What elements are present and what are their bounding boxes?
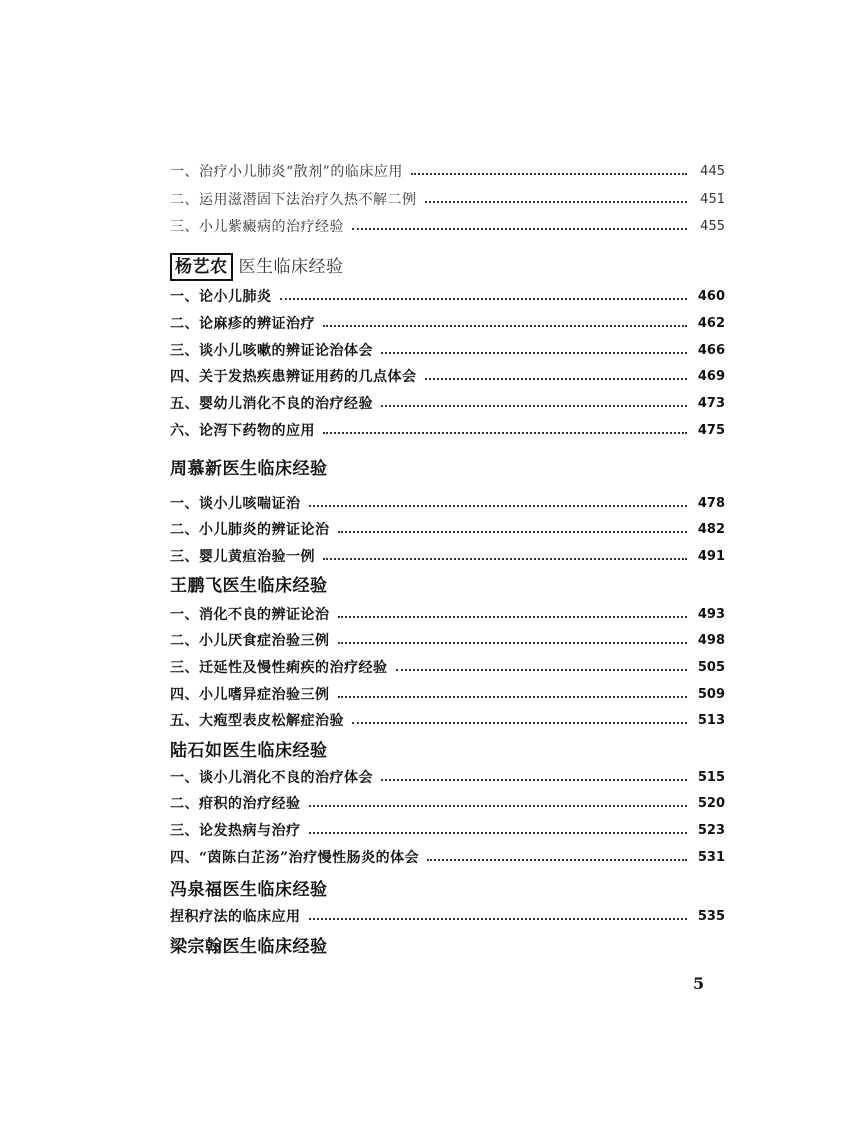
toc-entry-page: 462: [697, 316, 725, 331]
toc-entry[interactable]: [170, 491, 725, 517]
dot-leader: [338, 696, 688, 698]
toc-entry-page: 482: [697, 522, 725, 537]
toc-entry-page: 498: [697, 633, 725, 648]
toc-entry[interactable]: [170, 708, 725, 734]
toc-entry-title: 二、小儿厌食症治验三例: [170, 633, 330, 649]
section-heading: 王鹏飞医生临床经验: [170, 576, 328, 596]
toc-entry-title: 三、论发热病与治疗: [170, 823, 301, 839]
toc-entry-page: 515: [697, 770, 725, 785]
toc-entry[interactable]: [170, 364, 725, 390]
dot-leader: [323, 432, 687, 434]
toc-entry[interactable]: [170, 311, 725, 337]
toc-entry-page: 523: [697, 823, 725, 838]
toc-entry[interactable]: [170, 214, 725, 240]
section-heading: 梁宗翰医生临床经验: [170, 937, 328, 957]
dot-leader: [381, 779, 687, 781]
toc-entry[interactable]: [170, 628, 725, 654]
toc-entry-title: 捏积疗法的临床应用: [170, 909, 301, 925]
toc-entry-title: 一、消化不良的辨证论治: [170, 607, 330, 623]
dot-leader: [425, 378, 688, 380]
toc-entry-title: 四、“茵陈白芷汤”治疗慢性肠炎的体会: [170, 850, 420, 866]
dot-leader: [381, 352, 687, 354]
dot-leader: [280, 298, 688, 300]
toc-entry-page: 535: [697, 909, 725, 924]
dot-leader: [352, 228, 687, 230]
toc-entry[interactable]: [170, 765, 725, 791]
toc-entry-page: 466: [697, 343, 725, 358]
toc-entry[interactable]: [170, 845, 725, 871]
toc-entry-page: 475: [697, 423, 725, 438]
toc-entry-title: 一、谈小儿咳喘证治: [170, 496, 301, 512]
toc-entry-title: 三、迁延性及慢性痢疾的治疗经验: [170, 660, 388, 676]
toc-entry-page: 445: [700, 164, 725, 179]
toc-entry[interactable]: [170, 544, 725, 570]
toc-entry-page: 460: [697, 289, 725, 304]
toc-entry-title: 二、疳积的治疗经验: [170, 796, 301, 812]
page-number: 5: [693, 974, 705, 993]
toc-entry[interactable]: [170, 682, 725, 708]
toc-entry-title: 四、小儿嗜异症治验三例: [170, 687, 330, 703]
toc-entry[interactable]: [170, 391, 725, 417]
section-heading: [170, 252, 344, 282]
toc-entry[interactable]: [170, 159, 725, 185]
toc-entry[interactable]: [170, 655, 725, 681]
dot-leader: [352, 722, 687, 724]
dot-leader: [309, 805, 688, 807]
dot-leader: [338, 616, 688, 618]
section-heading: 周慕新医生临床经验: [170, 459, 328, 479]
section-heading: 冯泉福医生临床经验: [170, 880, 328, 900]
dot-leader: [309, 832, 688, 834]
toc-entry-title: 三、谈小儿咳嗽的辨证论治体会: [170, 343, 373, 359]
dot-leader: [323, 558, 687, 560]
toc-entry-page: 520: [697, 796, 725, 811]
toc-entry[interactable]: [170, 602, 725, 628]
toc-entry-page: 513: [697, 713, 725, 728]
dot-leader: [338, 531, 688, 533]
toc-entry-title: 五、大疱型表皮松解症治验: [170, 713, 344, 729]
toc-entry[interactable]: [170, 904, 725, 930]
toc-entry-page: 509: [697, 687, 725, 702]
dot-leader: [309, 505, 688, 507]
toc-entry-page: 505: [697, 660, 725, 675]
dot-leader: [411, 173, 687, 175]
dot-leader: [427, 859, 687, 861]
toc-entry[interactable]: [170, 187, 725, 213]
toc-entry-page: 451: [700, 192, 725, 207]
section-heading-text: 医生临床经验: [238, 257, 344, 277]
toc-entry-page: 531: [697, 850, 725, 865]
toc-entry-page: 469: [697, 369, 725, 384]
toc-entry-title: 六、论泻下药物的应用: [170, 423, 315, 439]
toc-entry-title: 二、论麻疹的辨证治疗: [170, 316, 315, 332]
toc-entry-page: 455: [700, 219, 725, 234]
toc-entry[interactable]: [170, 818, 725, 844]
toc-entry-title: 二、运用滋潜固下法治疗久热不解二例: [170, 192, 417, 208]
toc-entry-page: 478: [697, 496, 725, 511]
toc-entry-title: 四、关于发热疾患辨证用药的几点体会: [170, 369, 417, 385]
toc-entry[interactable]: [170, 338, 725, 364]
toc-entry-title: 一、谈小儿消化不良的治疗体会: [170, 770, 373, 786]
toc-entry-title: 三、小儿紫癜病的治疗经验: [170, 219, 344, 235]
dot-leader: [425, 201, 688, 203]
dot-leader: [323, 325, 687, 327]
toc-entry-title: 一、治疗小儿肺炎“散剂”的临床应用: [170, 164, 403, 180]
toc-entry-page: 491: [697, 549, 725, 564]
dot-leader: [309, 918, 688, 920]
toc-entry-title: 一、论小儿肺炎: [170, 289, 272, 305]
toc-entry[interactable]: [170, 517, 725, 543]
toc-entry-title: 二、小儿肺炎的辨证论治: [170, 522, 330, 538]
toc-entry-page: 493: [697, 607, 725, 622]
toc-entry[interactable]: [170, 418, 725, 444]
toc-entry[interactable]: [170, 284, 725, 310]
toc-entry[interactable]: [170, 791, 725, 817]
dot-leader: [381, 405, 687, 407]
toc-entry-page: 473: [697, 396, 725, 411]
section-heading: 陆石如医生临床经验: [170, 741, 328, 761]
dot-leader: [396, 669, 688, 671]
boxed-author-name: 杨艺农: [170, 253, 233, 281]
toc-entry-title: 五、婴幼儿消化不良的治疗经验: [170, 396, 373, 412]
toc-entry-title: 三、婴儿黄疸治验一例: [170, 549, 315, 565]
dot-leader: [338, 642, 688, 644]
